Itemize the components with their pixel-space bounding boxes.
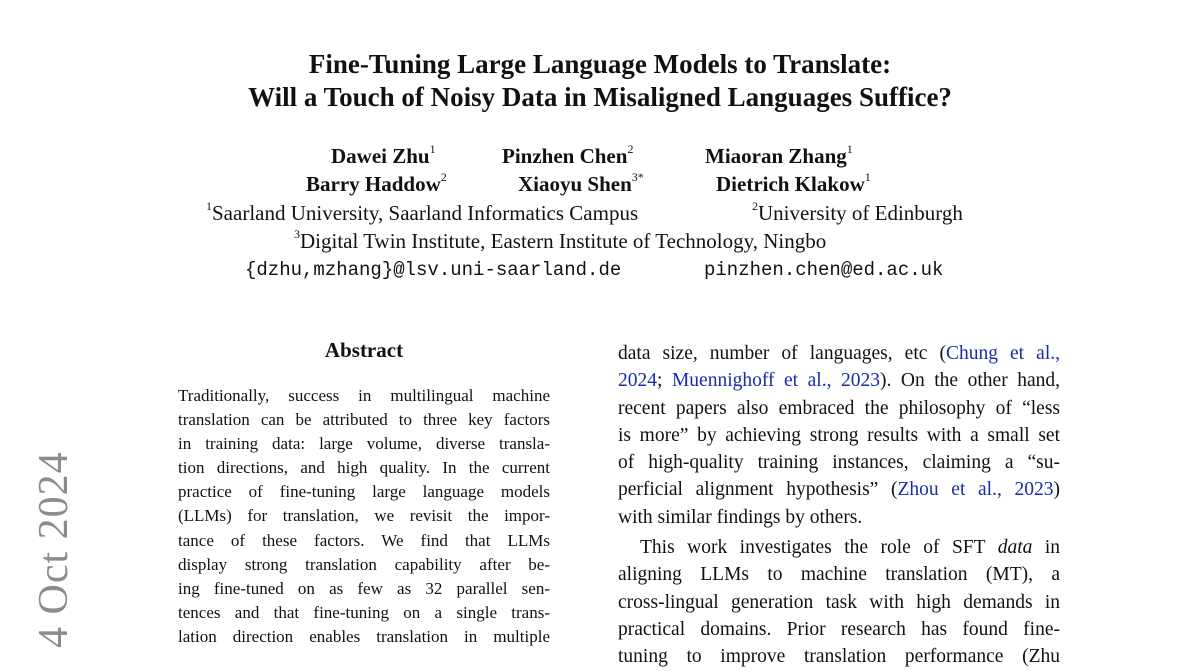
abstract-line: Traditionally, success in multilingual machine	[178, 386, 550, 405]
abstract-line: ing fine-tuned on as few as 32 parallel sen-	[178, 578, 550, 598]
author-name: Miaoran Zhang	[705, 144, 847, 168]
abstract-body	[178, 384, 550, 649]
affil-mark: 2	[627, 142, 634, 156]
text-run: )	[1053, 479, 1060, 501]
body-line: practical domains. Prior research has found fine-	[618, 618, 1060, 640]
abstract-line: translation can be attributed to three key factors	[178, 410, 550, 430]
affil-mark: 2	[440, 170, 447, 184]
date-stamp-text: 4 Oct 2024	[31, 451, 77, 648]
abstract-line: practice of fine-tuning large language models	[178, 482, 550, 502]
citation-link[interactable]: Zhou et al., 2023	[897, 479, 1054, 501]
affil-mark: 3*	[631, 170, 644, 184]
affil-mark: 1	[846, 142, 853, 156]
title-line-2: Will a Touch of Noisy Data in Misaligned Languages Suffice?	[248, 82, 952, 112]
paper-title	[0, 48, 1200, 114]
body-line	[618, 340, 1060, 367]
affiliation-text: University of Edinburgh	[758, 201, 963, 225]
text-run: in	[1032, 537, 1060, 559]
text-run: This work investigates the role of SFT	[640, 537, 998, 559]
affiliation-text: Digital Twin Institute, Eastern Institute of Technology, Ningbo	[300, 229, 827, 253]
affil-mark: 2	[752, 199, 758, 213]
body-text-column	[618, 340, 1060, 671]
body-line: cross-lingual generation task with high demands in	[618, 591, 1060, 613]
email-1[interactable]: {dzhu,mzhang}@lsv.uni-saarland.de	[245, 259, 622, 281]
abstract-line: lation direction enables translation in multiple	[178, 626, 550, 646]
abstract-line: (LLMs) for translation, we revisit the impor-	[178, 506, 550, 526]
body-line	[618, 367, 1060, 394]
body-line	[618, 476, 1060, 503]
citation-link[interactable]: 2024	[618, 370, 657, 392]
body-line: is more” by achieving strong results with a small set	[618, 424, 1060, 446]
citation-link[interactable]: Muennighoff et al., 2023	[671, 370, 880, 392]
author-name: Dawei Zhu	[331, 144, 430, 168]
author-miaoran-zhang	[705, 144, 853, 169]
author-dietrich-klakow	[716, 172, 871, 197]
author-name: Barry Haddow	[306, 172, 441, 196]
author-dawei-zhu	[331, 144, 436, 169]
abstract-line: tance of these factors. We find that LLMs	[178, 530, 550, 550]
email-2[interactable]: pinzhen.chen@ed.ac.uk	[704, 259, 944, 281]
body-line	[618, 534, 1060, 561]
affiliation-1	[206, 201, 638, 226]
affil-mark: 1	[429, 142, 436, 156]
body-line: aligning LLMs to machine translation (MT), a	[618, 564, 1060, 586]
affil-mark: 3	[294, 227, 300, 241]
affil-mark: 1	[206, 199, 212, 213]
text-run: data size, number of languages, etc (	[618, 343, 946, 364]
body-line: of high-quality training instances, claiming a “su-	[618, 452, 1060, 474]
author-name: Dietrich Klakow	[716, 172, 865, 196]
abstract-heading: Abstract	[324, 338, 404, 362]
author-xiaoyu-shen	[518, 172, 644, 197]
text-run: ;	[657, 370, 672, 392]
abstract-line: display strong translation capability after be-	[178, 554, 550, 574]
affiliation-text: Saarland University, Saarland Informatics Campus	[212, 201, 639, 225]
text-run: ). On the other hand,	[880, 370, 1060, 392]
author-name: Xiaoyu Shen	[518, 172, 632, 196]
arxiv-date-stamp	[30, 451, 78, 648]
abstract-line: in training data: large volume, diverse transla-	[178, 434, 550, 454]
affiliation-2	[752, 201, 963, 226]
abstract-line: tences and that fine-tuning on a single trans-	[178, 602, 550, 622]
body-line: recent papers also embraced the philosophy of “less	[618, 397, 1060, 419]
citation-link[interactable]: Chung et al.,	[945, 343, 1060, 364]
affiliation-3	[294, 229, 826, 254]
emphasis: data	[997, 537, 1033, 559]
abstract-line: tion directions, and high quality. In the current	[178, 458, 550, 478]
title-line-1: Fine-Tuning Large Language Models to Translate:	[308, 49, 892, 79]
body-line: tuning to improve translation performance (Zhu	[618, 646, 1060, 668]
author-name: Pinzhen Chen	[502, 144, 628, 168]
body-line: with similar findings by others.	[618, 506, 863, 528]
text-run: perficial alignment hypothesis” (	[618, 479, 898, 501]
author-pinzhen-chen	[502, 144, 633, 169]
author-barry-haddow	[306, 172, 447, 197]
affil-mark: 1	[864, 170, 871, 184]
